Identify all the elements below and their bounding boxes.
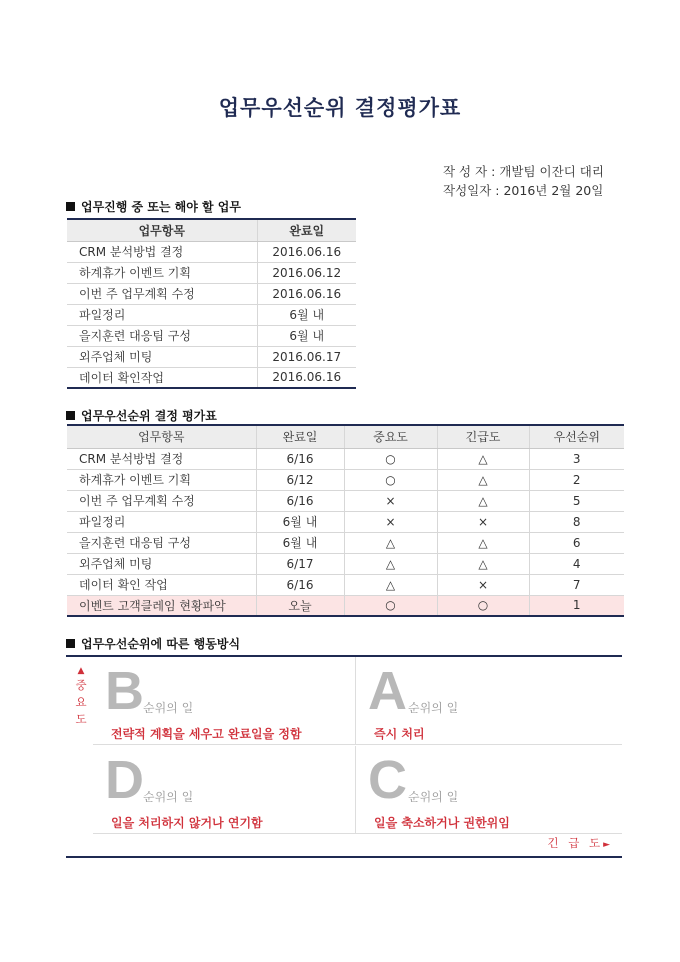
table-cell: 오늘: [256, 595, 344, 616]
table-cell: 6/12: [256, 469, 344, 490]
date-label: 작성일자 :: [443, 183, 500, 198]
quadrant-suffix: 순위의 일: [408, 701, 459, 715]
table-cell: 6: [529, 532, 624, 553]
table-row: [67, 574, 624, 595]
table-cell: △: [437, 469, 529, 490]
table-cell: 2016.06.16: [257, 241, 356, 262]
column-header: 완료일: [257, 219, 356, 241]
table-cell: 이번 주 업무계획 수정: [67, 490, 256, 511]
author-label: 작 성 자 :: [443, 164, 496, 179]
table-row: [67, 469, 624, 490]
table-row: [67, 448, 624, 469]
quadrant-letter: D: [105, 750, 144, 810]
table-cell: 외주업체 미팅: [67, 553, 256, 574]
importance-axis: [74, 665, 88, 728]
urgency-axis: [547, 835, 610, 851]
table-cell: 6월 내: [256, 511, 344, 532]
table-cell: 7: [529, 574, 624, 595]
section1-heading-text: 업무진행 중 또는 해야 할 업무: [81, 200, 241, 214]
quadrant-description: 전략적 계획을 세우고 완료일을 정함: [111, 727, 302, 741]
table-cell: 6월 내: [257, 325, 356, 346]
quadrant-b: [93, 657, 356, 745]
table-cell: 6월 내: [256, 532, 344, 553]
column-header: 긴급도: [437, 425, 529, 448]
table-cell: CRM 분석방법 결정: [67, 241, 257, 262]
quadrant-description: 일을 축소하거나 권한위임: [374, 816, 510, 830]
page-title: 업무우선순위 결정평가표: [218, 96, 462, 120]
priority-matrix: [66, 655, 622, 858]
table-cell: 2016.06.12: [257, 262, 356, 283]
square-bullet-icon: [66, 639, 75, 648]
section3-heading: [66, 635, 240, 652]
section1-heading: [66, 198, 241, 215]
section2-heading: [66, 407, 217, 424]
quadrant-d: [93, 746, 356, 834]
table-cell: 6/16: [256, 490, 344, 511]
square-bullet-icon: [66, 411, 75, 420]
table-cell: ×: [437, 511, 529, 532]
table-row: [67, 532, 624, 553]
task-list-table: [67, 218, 356, 389]
table-cell: 하계휴가 이벤트 기획: [67, 469, 256, 490]
table-cell: 6월 내: [257, 304, 356, 325]
table-header-row: [67, 425, 624, 448]
table-cell: 을지훈련 대응팀 구성: [67, 325, 257, 346]
table-row: [67, 346, 356, 367]
table-row: [67, 490, 624, 511]
quadrant-letter: B: [105, 661, 144, 721]
table-row: [67, 367, 356, 388]
column-header: 완료일: [256, 425, 344, 448]
table-cell: 파일정리: [67, 304, 257, 325]
table-cell: 2016.06.16: [257, 283, 356, 304]
table-row: [67, 595, 624, 616]
quadrant-a: [356, 657, 622, 745]
table-cell: 2016.06.17: [257, 346, 356, 367]
priority-evaluation-table: [67, 424, 624, 617]
table-cell: ○: [344, 595, 437, 616]
table-cell: △: [437, 532, 529, 553]
table-cell: 8: [529, 511, 624, 532]
table-cell: ○: [344, 469, 437, 490]
table-header-row: [67, 219, 356, 241]
square-bullet-icon: [66, 202, 75, 211]
column-header: 업무항목: [67, 219, 257, 241]
quadrant-suffix: 순위의 일: [143, 790, 194, 804]
quadrant-suffix: 순위의 일: [143, 701, 194, 715]
table-row: [67, 262, 356, 283]
importance-axis-char: 요: [75, 695, 87, 709]
table-cell: ×: [344, 511, 437, 532]
table-cell: △: [437, 448, 529, 469]
table-cell: 6/16: [256, 448, 344, 469]
table-cell: ×: [437, 574, 529, 595]
quadrant-description: 일을 처리하지 않거나 연기함: [111, 816, 263, 830]
table-cell: △: [344, 574, 437, 595]
importance-axis-char: 도: [75, 712, 87, 726]
table-cell: 이번 주 업무계획 수정: [67, 283, 257, 304]
table-cell: 2: [529, 469, 624, 490]
table-cell: 파일정리: [67, 511, 256, 532]
table-cell: 4: [529, 553, 624, 574]
table-cell: △: [437, 490, 529, 511]
table-cell: △: [437, 553, 529, 574]
date-value: 2016년 2월 20일: [503, 183, 604, 198]
table-cell: 6/17: [256, 553, 344, 574]
quadrant-letter: C: [368, 750, 407, 810]
importance-axis-char: 중: [75, 678, 87, 692]
table-cell: 외주업체 미팅: [67, 346, 257, 367]
table-cell: 이벤트 고객클레임 현황파악: [67, 595, 256, 616]
table-row: [67, 511, 624, 532]
author-line: [443, 162, 604, 180]
quadrant-suffix: 순위의 일: [408, 790, 459, 804]
table-cell: 2016.06.16: [257, 367, 356, 388]
quadrant-c: [356, 746, 622, 834]
column-header: 업무항목: [67, 425, 256, 448]
table-cell: ×: [344, 490, 437, 511]
table-cell: 하계휴가 이벤트 기획: [67, 262, 257, 283]
table-row: [67, 553, 624, 574]
table-cell: △: [344, 553, 437, 574]
table-cell: 6/16: [256, 574, 344, 595]
section3-heading-text: 업무우선순위에 따른 행동방식: [81, 637, 241, 651]
arrow-up-icon: ▲: [77, 666, 85, 676]
table-cell: CRM 분석방법 결정: [67, 448, 256, 469]
table-row: [67, 241, 356, 262]
table-cell: 을지훈련 대응팀 구성: [67, 532, 256, 553]
table-cell: ○: [344, 448, 437, 469]
date-line: [443, 181, 603, 199]
column-header: 중요도: [344, 425, 437, 448]
table-cell: 데이터 확인작업: [79, 370, 164, 385]
table-cell: 데이터 확인 작업: [67, 574, 256, 595]
table-row: [67, 283, 356, 304]
section2-heading-text: 업무우선순위 결정 평가표: [81, 409, 217, 423]
table-row: [67, 304, 356, 325]
table-cell: △: [344, 532, 437, 553]
arrow-right-icon: ►: [603, 840, 610, 850]
table-cell: 5: [529, 490, 624, 511]
table-cell: ○: [437, 595, 529, 616]
urgency-axis-label: 긴 급 도: [547, 836, 604, 850]
table-row: [67, 325, 356, 346]
column-header: 우선순위: [529, 425, 624, 448]
quadrant-description: 즉시 처리: [374, 727, 425, 741]
table-cell: 1: [529, 595, 624, 616]
table-cell: 3: [529, 448, 624, 469]
author-value: 개발팀 이잔디 대리: [499, 164, 604, 179]
quadrant-letter: A: [368, 661, 407, 721]
